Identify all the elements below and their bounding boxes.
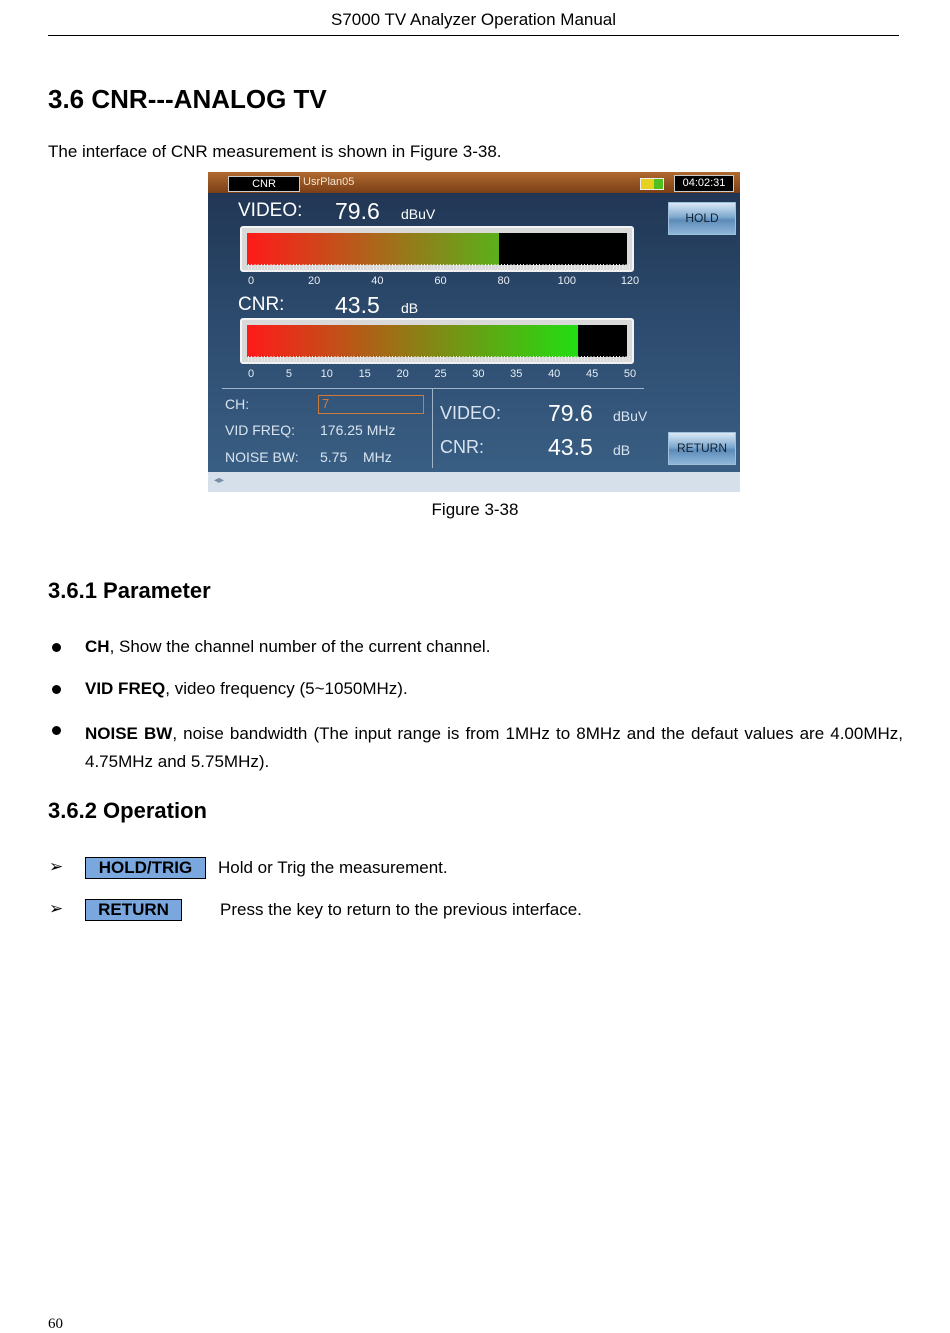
- arrow-bullet-icon: ➢: [49, 857, 64, 876]
- scale-tick-label: 40: [548, 368, 561, 380]
- section-title: 3.6 CNR---ANALOG TV: [48, 84, 327, 114]
- scale-tick-label: 20: [396, 368, 409, 380]
- scale-tick-label: 25: [434, 368, 447, 380]
- scale-tick-label: 35: [510, 368, 523, 380]
- param-desc: , video frequency (5~1050MHz).: [165, 679, 408, 698]
- video-meter-fill: [247, 233, 499, 265]
- hold-trig-key: HOLD/TRIG: [85, 857, 206, 879]
- summary-video-unit: dBuV: [613, 408, 648, 424]
- video-value: 79.6: [335, 198, 380, 224]
- noise-bw-unit: MHz: [363, 449, 392, 465]
- page-number: 60: [48, 1316, 63, 1332]
- bullet-icon: [52, 643, 61, 652]
- return-key: RETURN: [85, 899, 182, 921]
- scale-tick-label: 40: [371, 275, 384, 287]
- param-item-vid-freq: [85, 679, 408, 699]
- cnr-scale-ticks: [248, 356, 630, 364]
- scale-tick-label: 15: [358, 368, 371, 380]
- mode-tab-label: CNR: [252, 178, 276, 190]
- scale-tick-label: 0: [247, 368, 255, 380]
- ch-value: 7: [322, 396, 330, 411]
- battery-icon: [640, 178, 664, 190]
- operation-heading: 3.6.2 Operation: [48, 798, 207, 823]
- cnr-meter-fill: [247, 325, 578, 357]
- video-meter-track: [247, 233, 627, 265]
- clock: 04:02:31: [682, 177, 726, 189]
- return-button[interactable]: RETURN: [668, 432, 736, 465]
- scale-tick-label: 20: [308, 275, 321, 287]
- scale-tick-label: 5: [285, 368, 292, 380]
- vid-freq-value[interactable]: 176.25 MHz: [320, 422, 396, 438]
- scroll-arrows-icon: ◂▸: [214, 475, 225, 486]
- summary-cnr-unit: dB: [613, 442, 631, 458]
- device-screen: [208, 172, 740, 492]
- scale-tick-label: 50: [623, 368, 637, 380]
- hold-button[interactable]: HOLD: [668, 202, 736, 235]
- intro-text: The interface of CNR measurement is shown in Figure 3-38.: [48, 142, 502, 161]
- return-desc: Press the key to return to the previous interface.: [220, 900, 582, 919]
- bullet-icon: [52, 726, 61, 735]
- scale-tick-label: 30: [472, 368, 485, 380]
- scale-tick-label: 100: [557, 275, 576, 287]
- arrow-bullet-icon: ➢: [49, 899, 64, 918]
- vid-freq-label: VID FREQ:: [225, 422, 296, 438]
- cnr-label: CNR:: [238, 294, 285, 315]
- cnr-value: 43.5: [335, 292, 380, 318]
- summary-video-label: VIDEO:: [440, 403, 502, 423]
- cnr-unit: dB: [401, 300, 419, 316]
- ch-label: CH:: [225, 396, 250, 412]
- bullet-icon: [52, 685, 61, 694]
- param-desc: , Show the channel number of the current channel.: [109, 637, 491, 656]
- param-term: CH: [85, 637, 110, 656]
- scale-tick-label: 10: [320, 368, 333, 380]
- scale-tick-label: 80: [497, 275, 510, 287]
- video-unit: dBuV: [401, 206, 436, 222]
- scale-tick-label: 45: [585, 368, 599, 380]
- cnr-meter-track: [247, 325, 627, 357]
- param-item-ch: [85, 637, 490, 657]
- summary-cnr-value: 43.5: [548, 434, 593, 460]
- figure-caption: Figure 3-38: [431, 500, 519, 519]
- header-rule: [48, 35, 899, 36]
- panel-divider-horizontal: [222, 388, 644, 389]
- video-scale-ticks: [248, 264, 630, 272]
- hold-trig-desc: Hold or Trig the measurement.: [218, 858, 448, 877]
- video-label: VIDEO:: [238, 200, 303, 221]
- param-item-noise-bw: [85, 720, 903, 776]
- clock-box: [674, 175, 734, 192]
- noise-bw-label: NOISE BW:: [225, 449, 299, 465]
- bottom-status-strip: [208, 472, 740, 492]
- scale-tick-label: 0: [247, 275, 255, 287]
- scale-tick-label: 60: [434, 275, 447, 287]
- mode-tab[interactable]: [228, 176, 300, 192]
- noise-bw-value[interactable]: 5.75: [320, 449, 348, 465]
- panel-divider-vertical: [432, 388, 433, 468]
- summary-video-value: 79.6: [548, 400, 593, 426]
- summary-cnr-label: CNR:: [440, 437, 484, 457]
- scale-tick-label: 120: [620, 275, 640, 287]
- plan-name: UsrPlan05: [303, 176, 355, 188]
- param-desc: , noise bandwidth (The input range is from 1MHz to 8MHz and the defaut values are 4.00MHz, 4.75MHz and 5.75MHz).: [85, 724, 903, 771]
- page-header: S7000 TV Analyzer Operation Manual: [330, 10, 617, 29]
- param-term: NOISE BW: [85, 724, 173, 743]
- ch-input[interactable]: [318, 395, 424, 414]
- param-term: VID FREQ: [85, 679, 166, 698]
- parameter-heading: 3.6.1 Parameter: [48, 578, 211, 603]
